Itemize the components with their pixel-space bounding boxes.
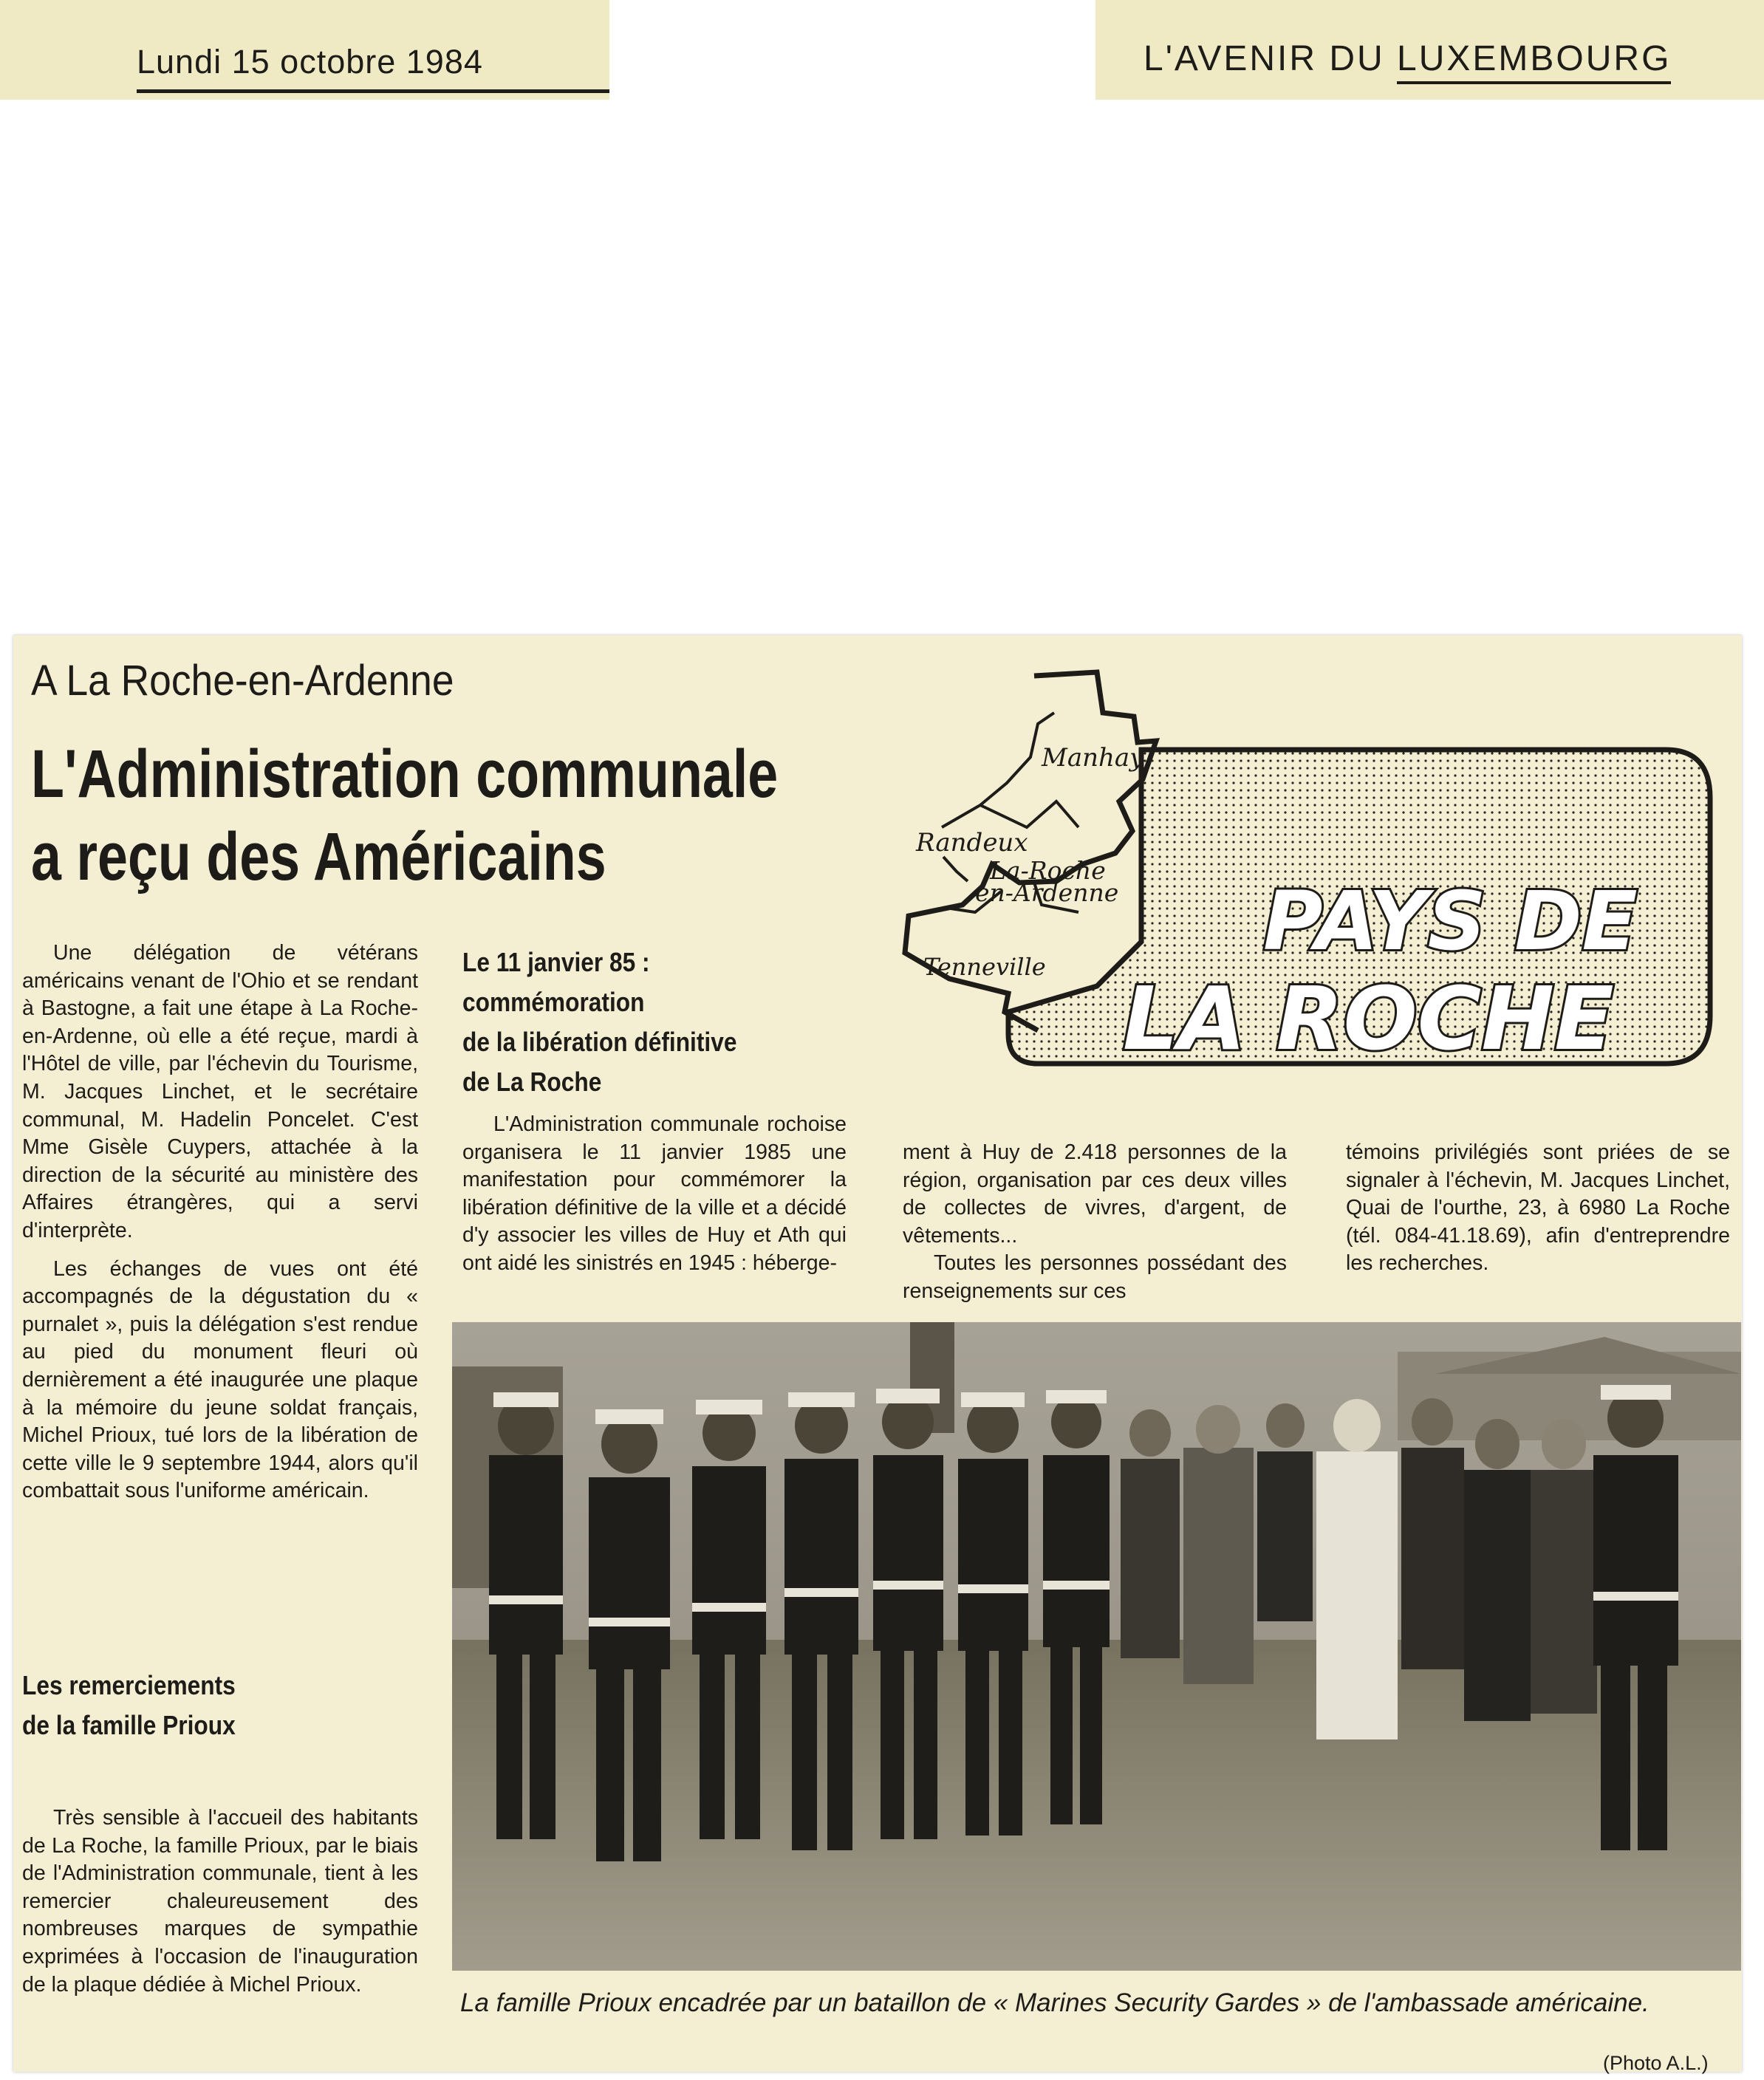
subhead-line: Les remerciements xyxy=(22,1670,236,1700)
paragraph: témoins privilégiés sont priées de se signaler à l'échevin, M. Jacques Linchet, Quai de l'ourthe, 23, à 6980 La Roche (tél. 084-41.18.69), afin d'entreprendre les recherches. xyxy=(1346,1140,1730,1276)
group-photo xyxy=(452,1322,1741,1971)
paragraph: Très sensible à l'accueil des habitants de La Roche, la famille Prioux, par le biais de l'Administration communale, tient à les remercier chaleureusement des nombreuses marques de sympathie exprimées à l'occasion de l'inauguration de la plaque dédiée à Michel Prioux. xyxy=(22,1806,418,1997)
photo-caption: La famille Prioux encadrée par un bataillon de « Marines Security Gardes » de l'ambassade américaine. xyxy=(460,1988,1650,2017)
photo-credit: (Photo A.L.) xyxy=(1603,2052,1709,2074)
paragraph: Une délégation de vétérans américains venant de l'Ohio et se rendant à Bastogne, a fait une étape à La Roche-en-Ardenne, où elle a été reçue, mardi à l'Hôtel de ville, par l'échevin du Tourisme, M. Jacques Linchet, et le secrétaire communal, M. Hadelin Poncelet. C'est Mme Gisèle Cuypers, attachée à la direction de la sécurité au ministère des Affaires étrangères, qui a servi d'interprète. xyxy=(22,941,418,1242)
headline-line-1: L'Administration communale xyxy=(31,736,779,812)
publication-date: Lundi 15 octobre 1984 xyxy=(137,43,483,81)
newspaper-name xyxy=(1143,38,1671,79)
group-photo-illustration xyxy=(452,1322,1741,1971)
paragraph: Les échanges de vues ont été accompagnés de la dégustation du « purnalet », puis la délégation s'est rendue au pied du monument fleuri où dernièrement a été inaugurée une plaque à la mémoire du jeune soldat français, Michel Prioux, tué lors de la libération de cette ville le 9 septembre 1944, alors qu'il combattait sous l'uniforme américain. xyxy=(22,1256,418,1503)
paragraph: ment à Huy de 2.418 personnes de la région, organisation par ces deux villes de collectes de vivres, d'argent, de vêtements... xyxy=(903,1140,1287,1248)
map-label-la-roche: La-Roche xyxy=(990,856,1106,885)
logo-title-line-2: LA ROCHE xyxy=(1123,968,1614,1070)
subhead-line: de la famille Prioux xyxy=(22,1710,236,1740)
newspaper-name-prefix: L'AVENIR DU xyxy=(1143,39,1385,78)
subhead-line: de La Roche xyxy=(462,1067,602,1097)
subhead-line: de la libération définitive xyxy=(462,1027,737,1057)
column-4 xyxy=(1346,1139,1730,1278)
map-label-manhay: Manhay xyxy=(1042,743,1144,773)
column-2 xyxy=(462,1111,847,1278)
paragraph: L'Administration communale rochoise organisera le 11 janvier 1985 une manifestation pour commémorer la libération définitive de la ville et a décidé d'y associer les villes de Huy et Ath qui ont aidé les sinistrés en 1945 : héberge- xyxy=(462,1112,847,1275)
subhead-january xyxy=(462,942,736,1102)
logo-title-line-1: PAYS DE xyxy=(1263,874,1638,968)
paragraph: Toutes les personnes possédant des renseignements sur ces xyxy=(903,1251,1287,1303)
date-underline xyxy=(137,89,609,93)
column-3 xyxy=(903,1139,1287,1306)
article-headline xyxy=(31,733,778,898)
newspaper-name-suffix: LUXEMBOURG xyxy=(1397,39,1671,84)
article-kicker: A La Roche-en-Ardenne xyxy=(31,657,454,705)
subhead-thanks xyxy=(22,1666,236,1745)
headline-line-2: a reçu des Américains xyxy=(31,819,606,894)
map-label-tenneville: Tenneville xyxy=(923,953,1046,981)
map-label-en-ardenne: en-Ardenne xyxy=(975,878,1119,907)
pays-de-la-roche-logo xyxy=(898,661,1717,1104)
subhead-line: commémoration xyxy=(462,987,645,1017)
column-1-top xyxy=(22,940,418,1505)
subhead-line: Le 11 janvier 85 : xyxy=(462,947,650,977)
column-1-bottom xyxy=(22,1804,418,1999)
map-label-randeux: Randeux xyxy=(916,828,1028,858)
